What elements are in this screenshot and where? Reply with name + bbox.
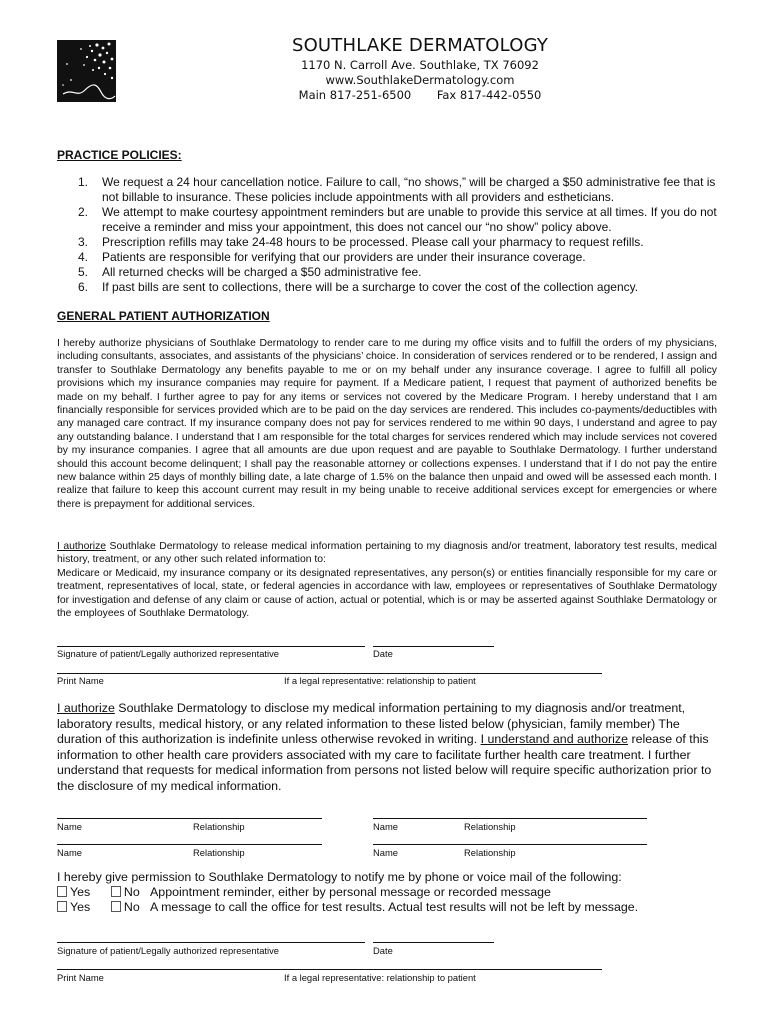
contact-line[interactable] (373, 844, 647, 845)
policy-text: We attempt to make courtesy appointment reminders but are unable to provide this service at all times. If you do not receive a reminder and miss your appointment, this does not cancel our “no show” policy above. (102, 205, 717, 234)
yes-checkbox[interactable] (57, 886, 67, 897)
option-text: Appointment reminder, either by personal message or recorded message (150, 885, 551, 899)
policy-item (78, 280, 728, 295)
authorization-paragraph: I hereby authorize physicians of Southlake Dermatology to render care to me during my office visits and to fulfill the orders of my physicians, including consultants, associates, and assistants of the physicians’ choice. In consideration of services rendered or to be rendered, I assign and transfer to Southlake Dermatology any benefits payable to me or on my behalf under any insurance coverage. I agree to fulfill all policy provisions which my insurance companies may require for payment. If a Medicare patient, I request that payment of authorized benefits be made on my behalf. I further agree to pay for any items or services not covered by the Medicare Program. I hereby understand that I am financially responsible for services provided which are to be paid on the day services are rendered. This includes co-payments/deductibles with any managed care contract. If my insurance company does not pay for services rendered to me within 90 days, I understand and agree to pay any outstanding balance. I understand that I am responsible for the total charges for services rendered which may include services not covered by my insurance companies. I agree that all amounts are due upon request and are payable to Southlake Dermatology. I further understand should this account become delinquent; I shall pay the reasonable attorney or collections expenses. I understand that if I do not pay the entire new balance within 25 days of monthly billing date, a late charge of 1.5% on the balance then unpaid and owed will be assessed each month. I realize that failure to keep this account current may result in my being unable to receive additional services except for emergencies or where there is prepayment for additional services. (57, 338, 717, 510)
print-name-line[interactable] (57, 969, 602, 970)
contact-relationship-label: Relationship (193, 821, 245, 832)
policy-number: 3. (78, 235, 89, 249)
policy-item (78, 175, 728, 205)
legal-relationship-label: If a legal representative: relationship to patient (284, 972, 476, 983)
contact-line[interactable] (57, 844, 322, 845)
disclosure-paragraph (57, 701, 727, 794)
policy-item (78, 265, 728, 280)
policy-number: 2. (78, 205, 89, 219)
policy-list (78, 175, 728, 295)
policy-number: 6. (78, 280, 89, 294)
policy-item (78, 235, 728, 250)
yes-checkbox[interactable] (57, 901, 67, 912)
option-text: A message to call the office for test results. Actual test results will not be left by message. (150, 900, 639, 914)
policy-item (78, 205, 728, 235)
disclosure-lead: I authorize (57, 701, 115, 715)
legal-relationship-label: If a legal representative: relationship to patient (284, 675, 476, 686)
practice-name: SOUTHLAKE DERMATOLOGY (291, 35, 549, 56)
signature-line[interactable] (57, 942, 365, 943)
contact-line[interactable] (57, 818, 322, 819)
contact-name-label: Name (373, 847, 399, 858)
notify-intro: I hereby give permission to Southlake Dermatology to notify me by phone or voice mail of the following: (57, 870, 622, 884)
practice-address: 1170 N. Carroll Ave. Southlake, TX 76092 (301, 58, 539, 72)
practice-policies-heading: PRACTICE POLICIES: (57, 148, 182, 162)
print-name-label: Print Name (57, 972, 104, 983)
no-label: No (123, 900, 140, 914)
main-phone: Main 817-251-6500 (298, 88, 412, 102)
policy-number: 4. (78, 250, 89, 264)
print-name-line[interactable] (57, 673, 602, 674)
notify-option-row (57, 885, 727, 901)
general-authorization-heading: GENERAL PATIENT AUTHORIZATION (57, 309, 270, 323)
no-checkbox[interactable] (111, 901, 121, 912)
contact-name-label: Name (57, 847, 83, 858)
contact-relationship-label: Relationship (193, 847, 245, 858)
disclosure-text1: Southlake Dermatology to disclose my medical information pertaining to my diagnosis and/or treatment, laboratory results, medical history, or any related information to these listed below (physician, family member) The duration of this authorization is indefinite unless otherwise revoked in writing. (57, 701, 686, 746)
no-checkbox[interactable] (111, 886, 121, 897)
policy-number: 1. (78, 175, 89, 189)
policy-text: All returned checks will be charged a $50 administrative fee. (102, 265, 422, 279)
yes-label: Yes (70, 885, 91, 899)
date-line[interactable] (373, 646, 494, 647)
signature-label: Signature of patient/Legally authorized representative (57, 945, 280, 956)
release-lead: I authorize (57, 541, 107, 552)
policy-text: Prescription refills may take 24-48 hours to be processed. Please call your pharmacy to request refills. (102, 235, 644, 249)
print-name-label: Print Name (57, 675, 104, 686)
contact-name-label: Name (373, 821, 399, 832)
policy-text: If past bills are sent to collections, there will be a surcharge to cover the cost of the collection agency. (102, 280, 639, 294)
understand-authorize: I understand and authorize (480, 732, 628, 746)
signature-line[interactable] (57, 646, 365, 647)
contact-relationship-label: Relationship (464, 821, 516, 832)
yes-label: Yes (70, 900, 91, 914)
practice-logo (57, 40, 116, 102)
policy-text: Patients are responsible for verifying that our providers are under their insurance coverage. (102, 250, 586, 264)
release-line2: Medicare or Medicaid, my insurance company or its designated representatives, any person(s) or entities financially responsible for my care or treatment, representatives of local, state, or federal agencies in accordance with law, employees or representatives of Southlake Dermatology for investigation and defense of any claim or cause of action, actual or potential, which is or may be asserted against Southlake Dermatology or the employees of Southlake Dermatology. (57, 567, 717, 620)
signature-label: Signature of patient/Legally authorized representative (57, 648, 280, 659)
fax-number: Fax 817-442-0550 (436, 88, 542, 102)
contact-relationship-label: Relationship (464, 847, 516, 858)
contact-line[interactable] (373, 818, 647, 819)
release-paragraph (57, 540, 717, 620)
policy-text: We request a 24 hour cancellation notice. Failure to call, “no shows,” will be charged a $50 administrative fee that is not billable to insurance. These policies include appointments with all providers and estheticians. (102, 175, 716, 204)
practice-phone-line (250, 88, 590, 104)
date-label: Date (373, 648, 393, 659)
policy-item (78, 250, 728, 265)
practice-website: www.SouthlakeDermatology.com (325, 73, 515, 87)
date-label: Date (373, 945, 393, 956)
disclosure-text2: release of this information to other health care providers associated with my care to facilitate further health care treatment. I further understand that requests for medical information from persons not listed below will require specific authorization prior to the disclosure of my medical information. (57, 732, 712, 793)
policy-number: 5. (78, 265, 89, 279)
date-line[interactable] (373, 942, 494, 943)
notify-option-row (57, 900, 727, 916)
no-label: No (123, 885, 140, 899)
contact-name-label: Name (57, 821, 83, 832)
release-line1: Southlake Dermatology to release medical information pertaining to my diagnosis and/or treatment, laboratory test results, medical history, treatment, or any other such related information to: (57, 541, 717, 566)
